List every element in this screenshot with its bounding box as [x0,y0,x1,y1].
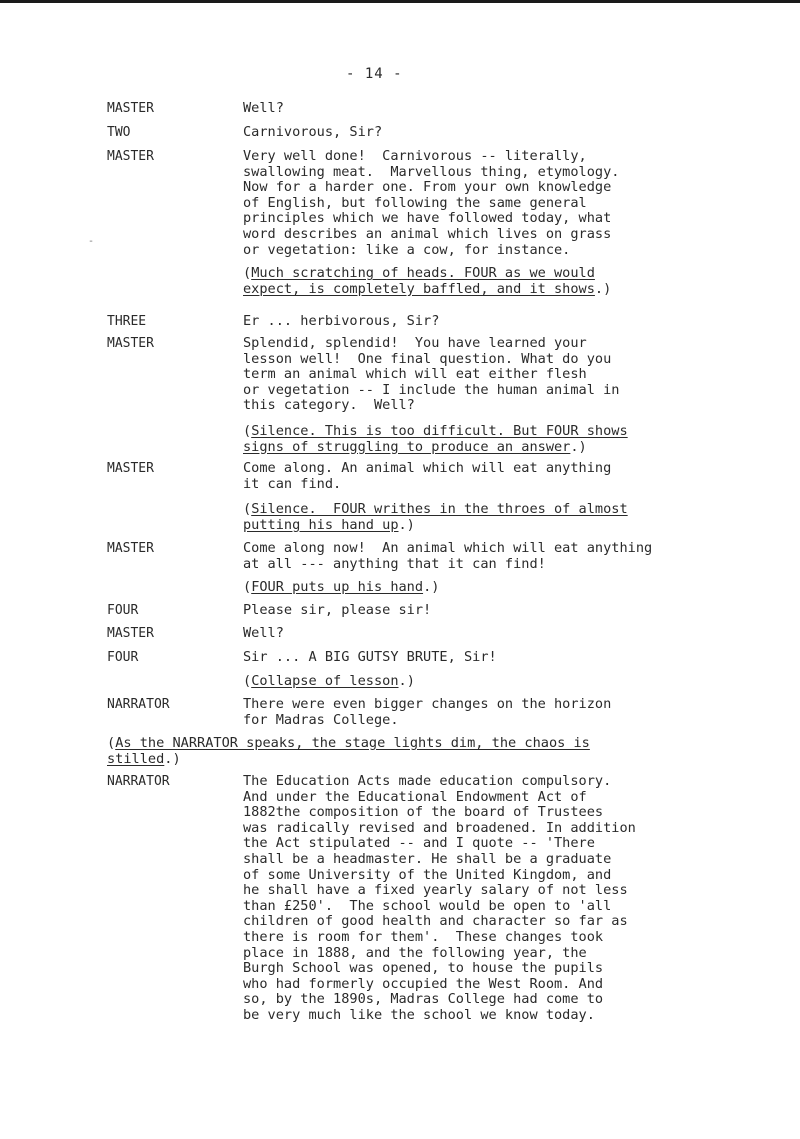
direction-open-paren: ( [243,265,252,281]
direction-close: .) [423,579,440,595]
speech-text: Very well done! Carnivorous -- literally, swallowing meat. Marvellous thing, etymology. Now for a harder one. From your own knowledge of English, but following the same general principles which we have followed today, what word describes an animal which lives on grass or vegetation: like a cow, for instance. [243,148,620,258]
speech-text: Well? [243,100,284,116]
speech-text: Carnivorous, Sir? [243,124,383,140]
stage-direction [243,580,439,596]
speech-text: Splendid, splendid! You have learned your lesson well! One final question. What do you term an animal which will eat either flesh or vegetation -- I include the human animal in this category. Well? [243,335,620,414]
speaker-label: NARRATOR [107,774,170,789]
direction-text: Much scratching of heads. FOUR as we would expect, is completely baffled, and it shows [243,265,595,297]
speaker-label: TWO [107,125,131,140]
speech-text: There were even bigger changes on the horizon for Madras College. [243,696,612,728]
speech-text: Sir ... A BIG GUTSY BRUTE, Sir! [243,649,497,665]
speech-text: Come along. An animal which will eat anything it can find. [243,460,612,492]
direction-text: FOUR puts up his hand [251,579,424,595]
direction-close: .) [594,280,612,297]
direction-close: .) [164,750,181,767]
speech-text: Come along now! An animal which will eat anything at all --- anything that it can find! [243,540,653,572]
stage-direction [243,266,611,297]
stage-direction [243,424,628,455]
direction-open-paren: ( [243,579,252,595]
direction-open-paren: ( [243,501,252,517]
page-number: - 14 - [346,66,403,82]
speech-text: Er ... herbivorous, Sir? [243,313,440,329]
direction-close: .) [398,673,415,689]
speaker-label: MASTER [107,149,154,164]
scan-mark: - [88,236,95,247]
speech-text: Please sir, please sir! [243,602,432,618]
speaker-label: MASTER [107,461,154,476]
page-top-rule [0,0,800,3]
speaker-label: MASTER [107,336,154,351]
speaker-label: NARRATOR [107,697,170,712]
speaker-label: MASTER [107,101,154,116]
direction-text: As the NARRATOR speaks, the stage lights dim, the chaos is stilled [107,735,590,767]
direction-open-paren: ( [243,423,252,439]
direction-text: Silence. FOUR writhes in the throes of almost putting his hand up [243,501,628,533]
speech-text: The Education Acts made education compulsory. And under the Educational Endowment Act of 1882the composition of the board of Trustees was radically revised and broadened. In addition the Act stipulated -- and I quote -- 'There shall be a headmaster. He shall be a graduate of some University of the United Kingdom, and he shall have a fixed yearly salary of not less than £250'. The school would be open to 'all children of good health and character so far as there is room for them'. These changes took place in 1888, and the following year, the Burgh School was opened, to house the pupils who had formerly occupied the West Room. And so, by the 1890s, Madras College had come to be very much like the school we know today. [243,773,636,1023]
direction-open-paren: ( [243,673,252,689]
direction-text: Collapse of lesson [251,673,399,689]
direction-close: .) [398,516,415,533]
speaker-label: MASTER [107,626,154,641]
speaker-label: FOUR [107,603,139,618]
stage-direction [107,736,590,767]
speaker-label: FOUR [107,650,139,665]
direction-text: Silence. This is too difficult. But FOUR shows signs of struggling to produce an answer [243,423,628,455]
stage-direction [243,674,415,690]
speech-text: Well? [243,625,284,641]
speaker-label: MASTER [107,541,154,556]
direction-open-paren: ( [107,735,116,751]
speaker-label: THREE [107,314,147,329]
stage-direction [243,502,628,533]
direction-close: .) [570,438,587,455]
